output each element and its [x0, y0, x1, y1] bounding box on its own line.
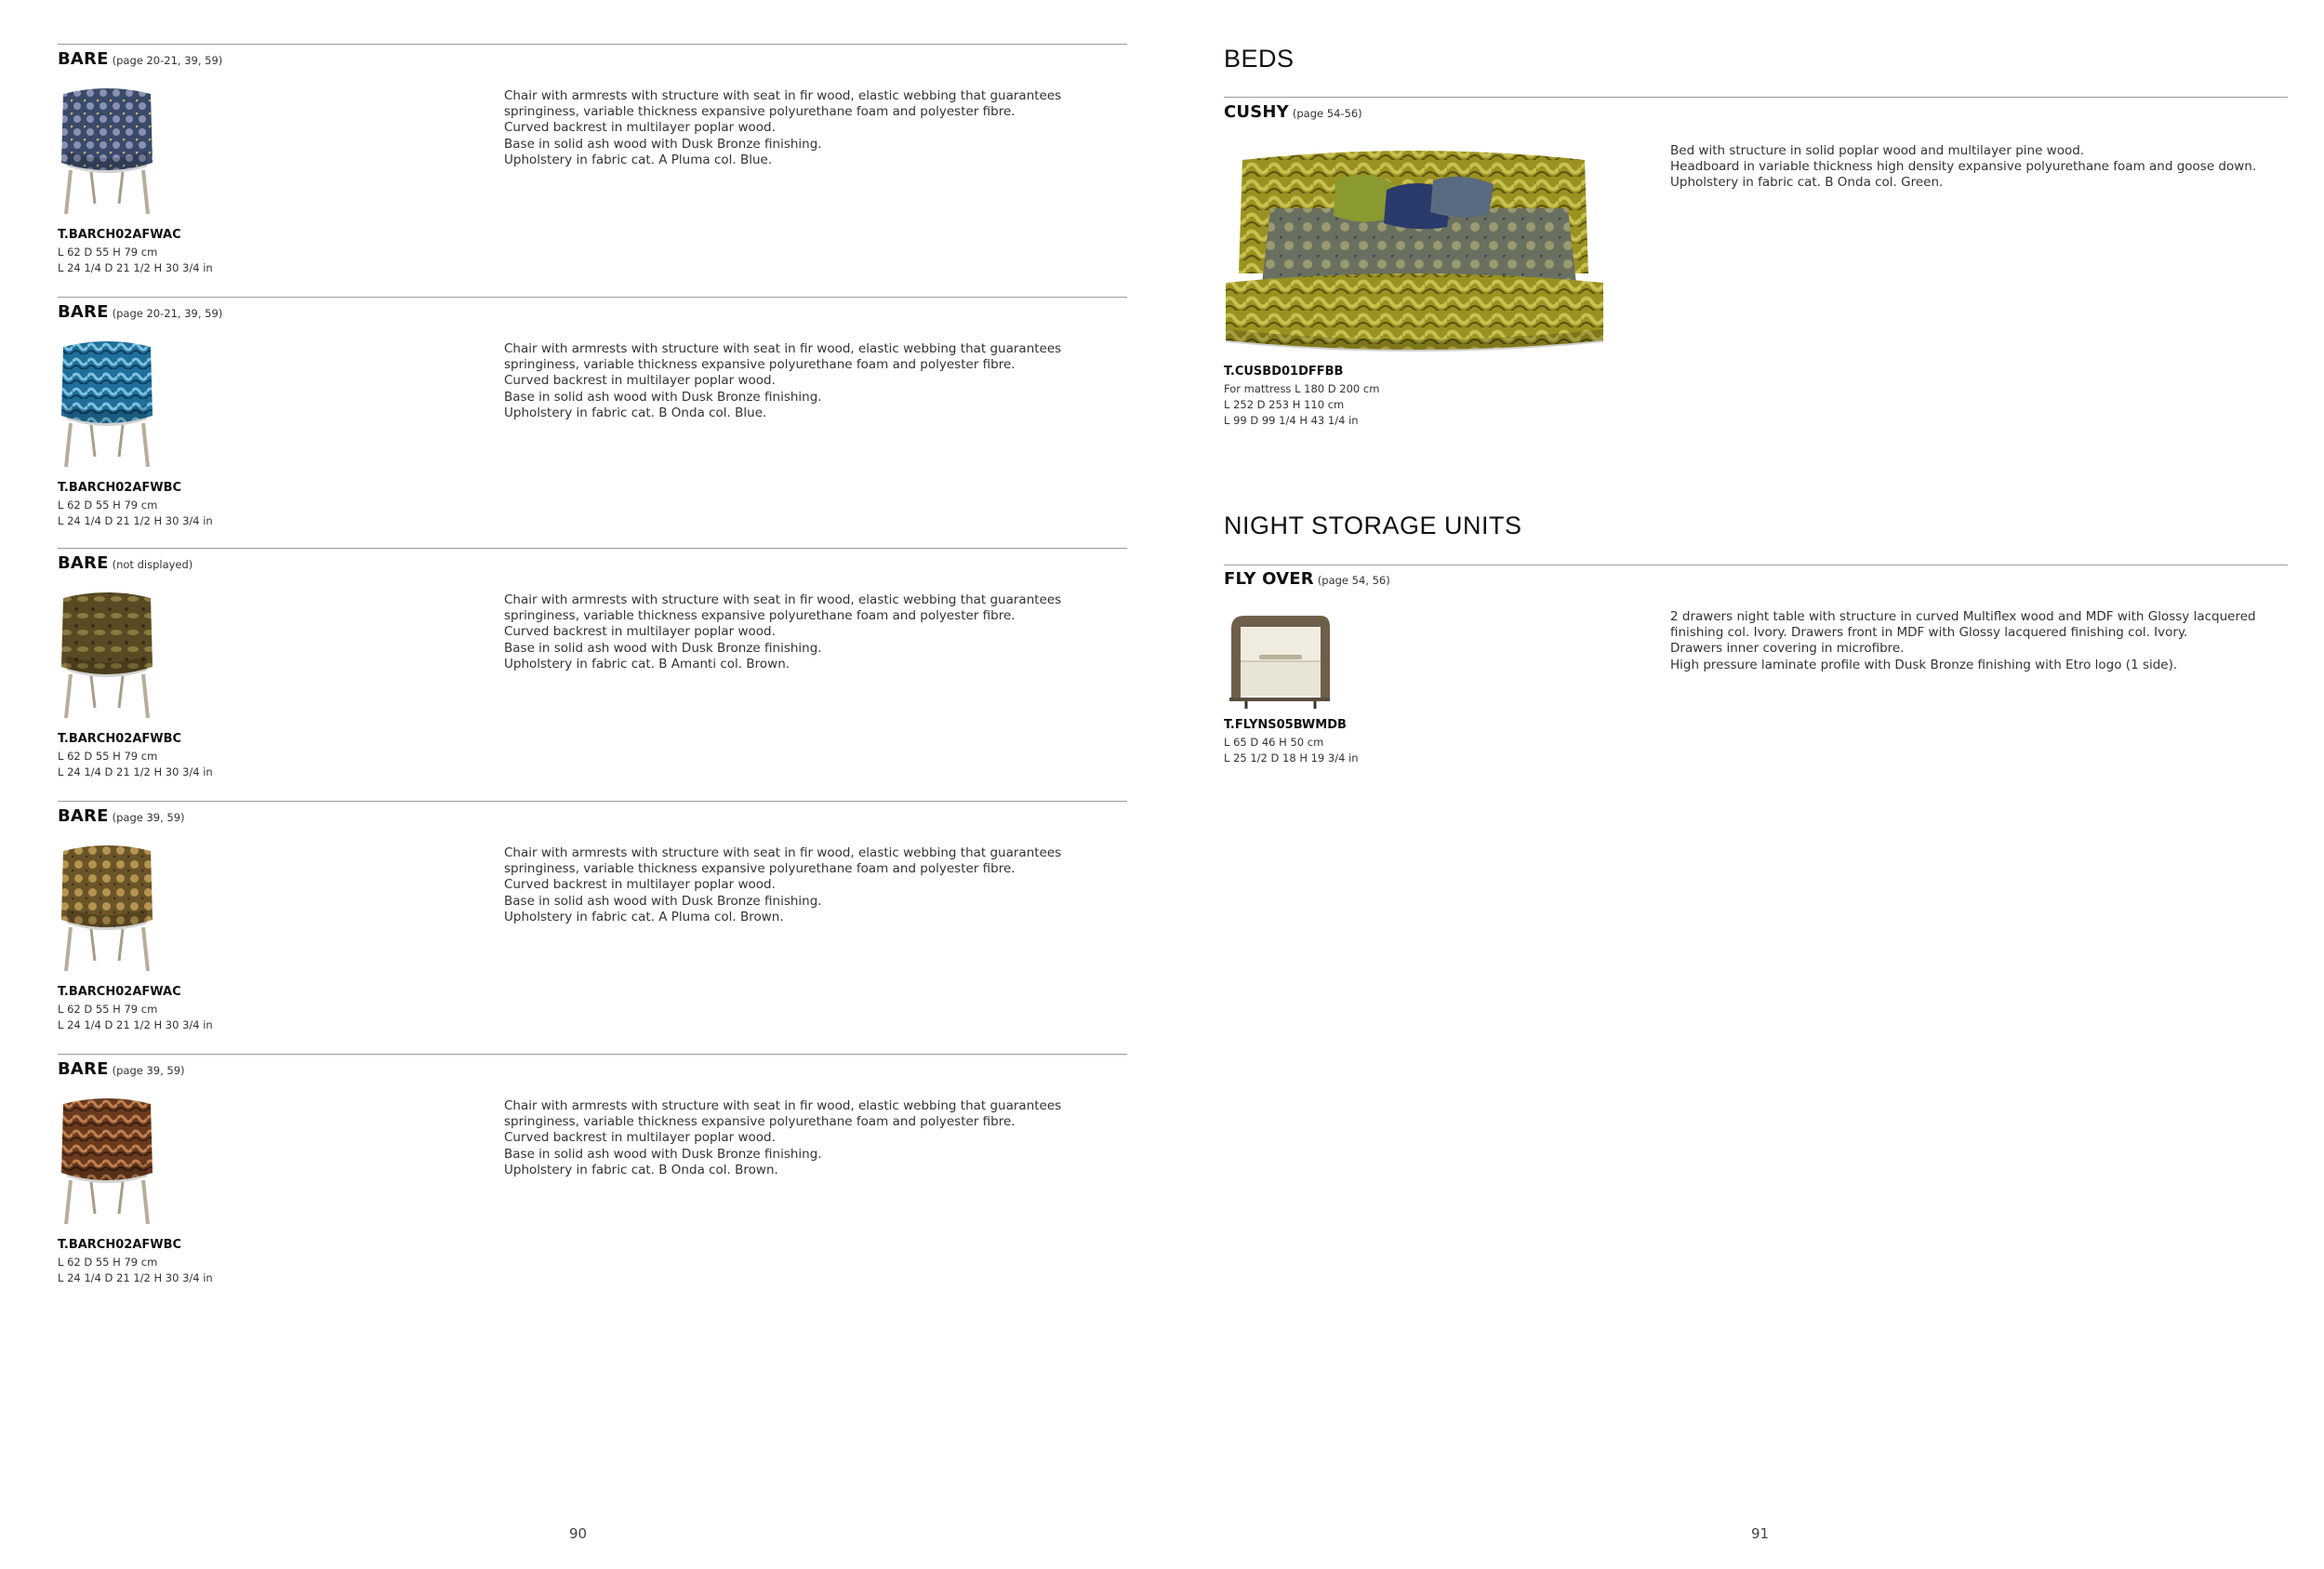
description-line: Curved backrest in multilayer poplar wood.	[504, 373, 776, 389]
bed-image	[1224, 143, 1605, 357]
description-line: Upholstery in fabric cat. B Onda col. Green.	[1670, 175, 1944, 191]
product-heading	[1224, 569, 1390, 589]
dimensions-cm: L 62 D 55 H 79 cm	[58, 1256, 158, 1269]
chair-image	[58, 86, 156, 215]
product-entry	[58, 44, 1127, 297]
description-line: Drawers inner covering in microfibre.	[1670, 641, 1905, 657]
dimensions-cm: L 65 D 46 H 50 cm	[1224, 736, 1324, 749]
product-name: CUSHY	[1224, 102, 1289, 122]
page-reference: (page 54-56)	[1292, 107, 1362, 120]
product-description	[504, 1098, 1099, 1178]
description-line: Upholstery in fabric cat. A Pluma col. Brown.	[504, 909, 784, 924]
page-reference: (page 39, 59)	[112, 1064, 185, 1077]
dimensions-in: L 25 1/2 D 18 H 19 3/4 in	[1224, 751, 1359, 765]
chair-image	[58, 591, 156, 719]
page-reference: (not displayed)	[112, 558, 193, 571]
description-line: Base in solid ash wood with Dusk Bronze finishing.	[504, 389, 822, 405]
dimensions-in: L 99 D 99 1/4 H 43 1/4 in	[1224, 414, 1359, 427]
description-line: Base in solid ash wood with Dusk Bronze finishing.	[504, 893, 822, 909]
product-heading	[58, 302, 222, 322]
description-line: Base in solid ash wood with Dusk Bronze finishing.	[504, 136, 822, 152]
product-description	[1670, 143, 2284, 192]
divider	[58, 801, 1127, 802]
product-description	[504, 88, 1099, 168]
product-code: T.CUSBD01DFFBB	[1224, 365, 1344, 379]
description-line: Chair with armrests with structure with seat in fir wood, elastic webbing that guarantees	[504, 341, 1062, 356]
chair-image	[58, 1097, 156, 1225]
description-line: Curved backrest in multilayer poplar wood.	[504, 624, 776, 640]
page-reference: (page 20-21, 39, 59)	[112, 54, 223, 67]
divider	[58, 44, 1127, 45]
divider	[1224, 97, 2288, 98]
right-page	[1162, 0, 2324, 1569]
chair-image	[58, 844, 156, 972]
description-line: Chair with armrests with structure with seat in fir wood, elastic webbing that guarantees	[504, 592, 1062, 607]
product-entry	[58, 548, 1127, 801]
dimensions-in: L 24 1/4 D 21 1/2 H 30 3/4 in	[58, 765, 213, 778]
description-line: Base in solid ash wood with Dusk Bronze finishing.	[504, 1146, 822, 1162]
description-line: Headboard in variable thickness high density expansive polyurethane foam and goose down.	[1670, 159, 2257, 175]
product-name: BARE	[58, 1059, 109, 1079]
product-name: BARE	[58, 553, 109, 573]
dimensions-in: L 24 1/4 D 21 1/2 H 30 3/4 in	[58, 1271, 213, 1284]
dimensions-in: L 24 1/4 D 21 1/2 H 30 3/4 in	[58, 514, 213, 527]
page-reference: (page 39, 59)	[112, 811, 185, 824]
chair-image	[58, 339, 156, 468]
product-description	[504, 592, 1099, 672]
description-line: Curved backrest in multilayer poplar wood.	[504, 120, 776, 136]
product-entry	[58, 1054, 1127, 1307]
product-entry	[1224, 569, 2288, 774]
page-reference: (page 20-21, 39, 59)	[112, 307, 223, 320]
divider	[58, 548, 1127, 549]
product-code: T.BARCH02AFWAC	[58, 228, 181, 242]
dimensions-in: L 24 1/4 D 21 1/2 H 30 3/4 in	[58, 261, 213, 274]
dimensions-cm: L 62 D 55 H 79 cm	[58, 499, 158, 512]
product-entry	[58, 801, 1127, 1054]
product-name: FLY OVER	[1224, 569, 1314, 589]
product-code: T.BARCH02AFWAC	[58, 985, 181, 999]
dimensions-cm: L 62 D 55 H 79 cm	[58, 1003, 158, 1016]
description-line: Chair with armrests with structure with seat in fir wood, elastic webbing that guarantees	[504, 88, 1062, 103]
product-heading	[58, 553, 193, 573]
product-code: T.FLYNS05BWMDB	[1224, 718, 1347, 732]
product-heading	[58, 1059, 185, 1079]
description-line: High pressure laminate profile with Dusk Bronze finishing with Etro logo (1 side).	[1670, 657, 2178, 672]
product-description	[504, 341, 1099, 421]
product-description	[504, 845, 1099, 925]
page-number: 91	[1751, 1525, 1770, 1542]
product-code: T.BARCH02AFWBC	[58, 1238, 182, 1252]
product-name: BARE	[58, 49, 109, 69]
product-heading	[58, 49, 222, 69]
dimensions-cm: L 62 D 55 H 79 cm	[58, 750, 158, 763]
description-line: springiness, variable thickness expansive polyurethane foam and polyester fibre.	[504, 104, 1016, 120]
dimensions-in: L 24 1/4 D 21 1/2 H 30 3/4 in	[58, 1018, 213, 1031]
dimensions-cm: L 252 D 253 H 110 cm	[1224, 398, 1345, 411]
description-line: Chair with armrests with structure with seat in fir wood, elastic webbing that guarantees	[504, 845, 1062, 860]
product-heading	[1224, 102, 1362, 122]
section-title: BEDS	[1224, 45, 1295, 73]
product-name: BARE	[58, 302, 109, 322]
description-line: Upholstery in fabric cat. B Onda col. Blue.	[504, 405, 767, 420]
page-number: 90	[569, 1525, 588, 1542]
description-line: springiness, variable thickness expansive polyurethane foam and polyester fibre.	[504, 608, 1016, 624]
product-code: T.BARCH02AFWBC	[58, 481, 182, 495]
description-line: finishing col. Ivory. Drawers front in MDF with Glossy lacquered finishing col. Ivory.	[1670, 625, 2188, 641]
description-line: Bed with structure in solid poplar wood and multilayer pine wood.	[1670, 143, 2085, 158]
description-line: springiness, variable thickness expansive polyurethane foam and polyester fibre.	[504, 1114, 1016, 1130]
section-title: NIGHT STORAGE UNITS	[1224, 512, 1522, 539]
product-heading	[58, 806, 185, 826]
night-table-image	[1224, 608, 1335, 711]
description-line: springiness, variable thickness expansive polyurethane foam and polyester fibre.	[504, 861, 1016, 877]
description-line: springiness, variable thickness expansive polyurethane foam and polyester fibre.	[504, 357, 1016, 373]
description-line: Upholstery in fabric cat. A Pluma col. Blue.	[504, 152, 773, 167]
product-name: BARE	[58, 806, 109, 826]
page-reference: (page 54, 56)	[1317, 574, 1390, 587]
product-entry	[58, 297, 1127, 550]
description-line: Upholstery in fabric cat. B Amanti col. Brown.	[504, 656, 790, 671]
product-code: T.BARCH02AFWBC	[58, 732, 182, 746]
divider	[58, 1054, 1127, 1055]
description-line: Curved backrest in multilayer poplar wood.	[504, 1130, 776, 1146]
product-description	[1670, 609, 2284, 673]
description-line: 2 drawers night table with structure in curved Multiflex wood and MDF with Glossy lacquered	[1670, 609, 2256, 624]
description-line: Upholstery in fabric cat. B Onda col. Brown.	[504, 1162, 778, 1177]
description-line: Curved backrest in multilayer poplar wood.	[504, 877, 776, 893]
mattress-size: For mattress L 180 D 200 cm	[1224, 382, 1380, 395]
description-line: Chair with armrests with structure with seat in fir wood, elastic webbing that guarantees	[504, 1098, 1062, 1113]
divider	[58, 297, 1127, 298]
product-entry	[1224, 102, 2288, 437]
description-line: Base in solid ash wood with Dusk Bronze finishing.	[504, 640, 822, 656]
dimensions-cm: L 62 D 55 H 79 cm	[58, 246, 158, 259]
